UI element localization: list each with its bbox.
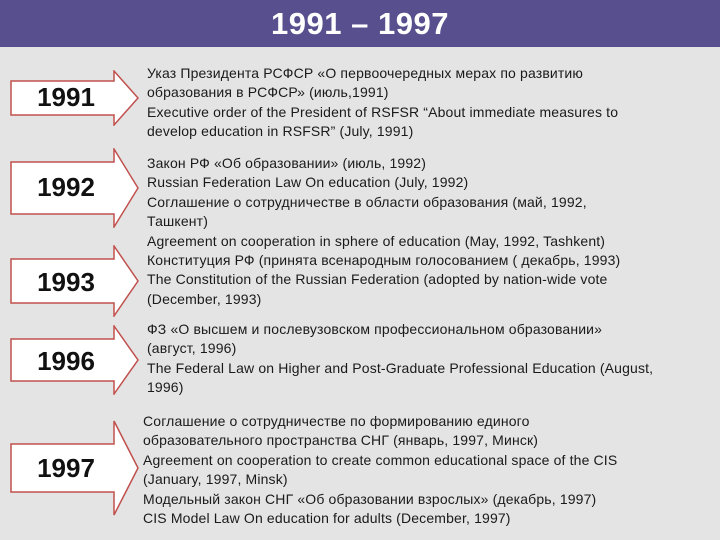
text-line: образования в РСФСР» (июль,1991) — [147, 84, 389, 101]
text-line: (January, 1997, Minsk) — [143, 471, 288, 488]
page-title: 1991 – 1997 — [271, 6, 449, 41]
year-arrow-1996 — [10, 325, 140, 395]
text-block-1992-1993 — [147, 154, 620, 309]
text-line: The Constitution of the Russian Federation (adopted by nation-wide vote — [147, 271, 608, 288]
text-line: Agreement on cooperation to create common educational space of the CIS — [143, 451, 618, 468]
title-bar — [0, 0, 720, 47]
text-line: Соглашение о сотрудничестве в области образования (май, 1992, — [147, 193, 587, 210]
text-line: Agreement on cooperation in sphere of education (May, 1992, Tashkent) — [147, 232, 606, 249]
text-line: ФЗ «О высшем и послевузовском профессиональном образовании» — [147, 321, 603, 337]
text-line: CIS Model Law On education for adults (December, 1997) — [143, 510, 511, 527]
year-arrow-1993 — [10, 245, 140, 317]
text-line: Модельный закон СНГ «Об образовании взрослых» (декабрь, 1997) — [143, 490, 597, 507]
text-line: (December, 1993) — [147, 290, 262, 307]
text-block-1991 — [147, 64, 618, 142]
text-line: Ташкент) — [147, 213, 209, 230]
text-line: The Federal Law on Higher and Post-Graduate Professional Education (August, — [147, 359, 654, 376]
year-label: 1997 — [37, 453, 95, 483]
year-label: 1992 — [37, 172, 95, 202]
text-line: Конституция РФ (принята всенародным голосованием ( декабрь, 1993) — [147, 252, 621, 269]
text-line: образовательного пространства СНГ (январь, 1997, Минск) — [143, 432, 539, 449]
text-line: 1996) — [147, 379, 184, 396]
year-arrow-1992 — [10, 148, 140, 228]
text-line: (август, 1996) — [147, 340, 237, 357]
text-line: Указ Президента РСФСР «О первоочередных мерах по развитию — [147, 65, 584, 81]
text-line: Закон РФ «Об образовании» (июль, 1992) — [147, 155, 427, 171]
year-label: 1996 — [37, 346, 95, 376]
text-block-1996 — [147, 320, 653, 398]
text-block-1997 — [143, 412, 617, 528]
text-line: develop education in RSFSR” (July, 1991) — [147, 123, 414, 140]
text-line: Соглашение о сотрудничестве по формированию единого — [143, 413, 530, 429]
text-line: Executive order of the President of RSFSR “About immediate measures to — [147, 103, 619, 120]
year-label: 1993 — [37, 267, 95, 297]
text-line: Russian Federation Law On education (July, 1992) — [147, 174, 469, 191]
year-label: 1991 — [37, 82, 95, 112]
year-arrow-1991 — [10, 70, 140, 126]
year-arrow-1997 — [10, 420, 140, 516]
